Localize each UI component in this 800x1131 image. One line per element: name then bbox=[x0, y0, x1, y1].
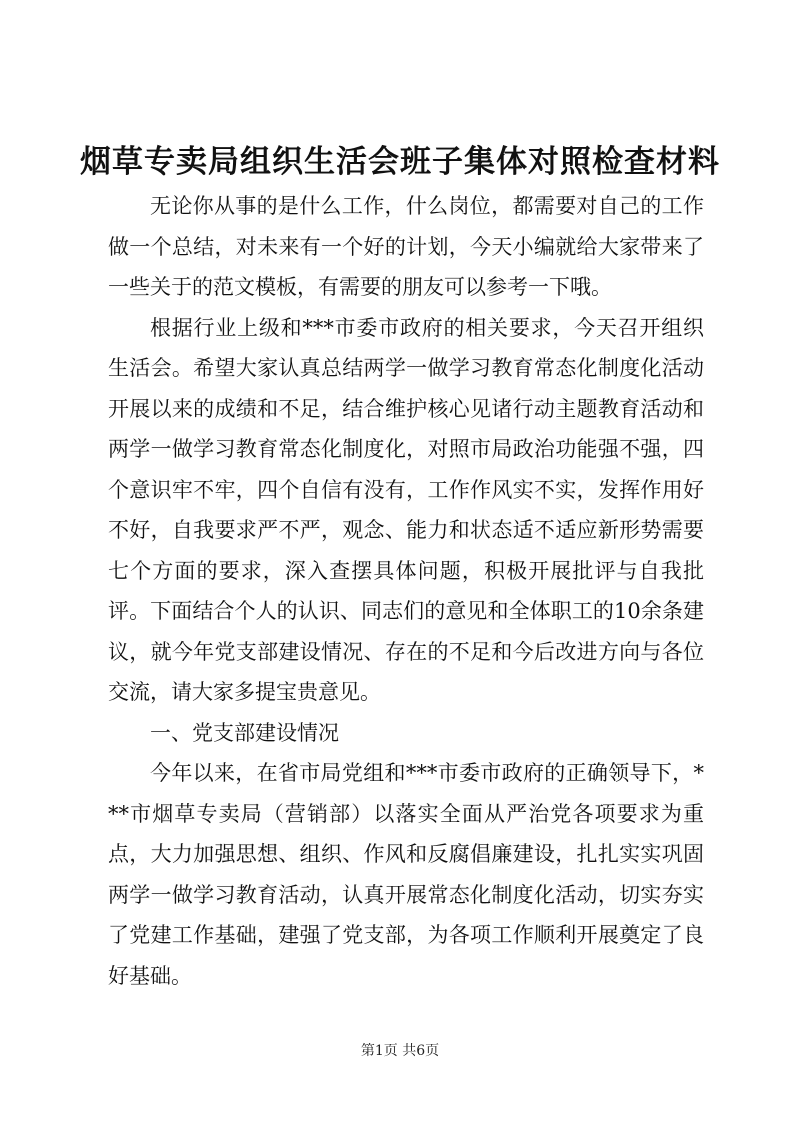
section-heading: 一、党支部建设情况 bbox=[150, 720, 339, 745]
document-body bbox=[108, 186, 704, 996]
background-paragraph: 根据行业上级和***市委市政府的相关要求，今天召开组织生活会。希望大家认真总结两学一做学习教育常态化制度化活动开展以来的成绩和不足，结合维护核心见诸行动主题教育活动和两学一做学习教育常态化制度化，对照市局政治功能强不强，四个意识牢不牢，四个自信有没有，工作作风实不实，发挥作用好不好，自我要求严不严，观念、能力和状态适不适应新形势需要七个方面的要求，深入查摆具体问题，积极开展批评与自我批评。下面结合个人的认识、同志们的意见和全体职工的10余条建议，就今年党支部建设情况、存在的不足和今后改进方向与各位交流，请大家多提宝贵意见。 bbox=[108, 315, 704, 704]
document-title: 烟草专卖局组织生活会班子集体对照检查材料 bbox=[80, 144, 720, 180]
intro-paragraph: 无论你从事的是什么工作，什么岗位，都需要对自己的工作做一个总结，对未来有一个好的计划，今天小编就给大家带来了一些关于的范文模板，有需要的朋友可以参考一下哦。 bbox=[108, 194, 704, 299]
page-number-footer: 第1页 共6页 bbox=[360, 1043, 440, 1059]
party-building-paragraph: 今年以来，在省市局党组和***市委市政府的正确领导下，***市烟草专卖局（营销部）以落实全面从严治党各项要求为重点，大力加强思想、组织、作风和反腐倡廉建设，扎扎实实巩固两学一做学习教育活动，认真开展常态化制度化活动，切实夯实了党建工作基础，建强了党支部，为各项工作顺利开展奠定了良好基础。 bbox=[108, 761, 704, 988]
